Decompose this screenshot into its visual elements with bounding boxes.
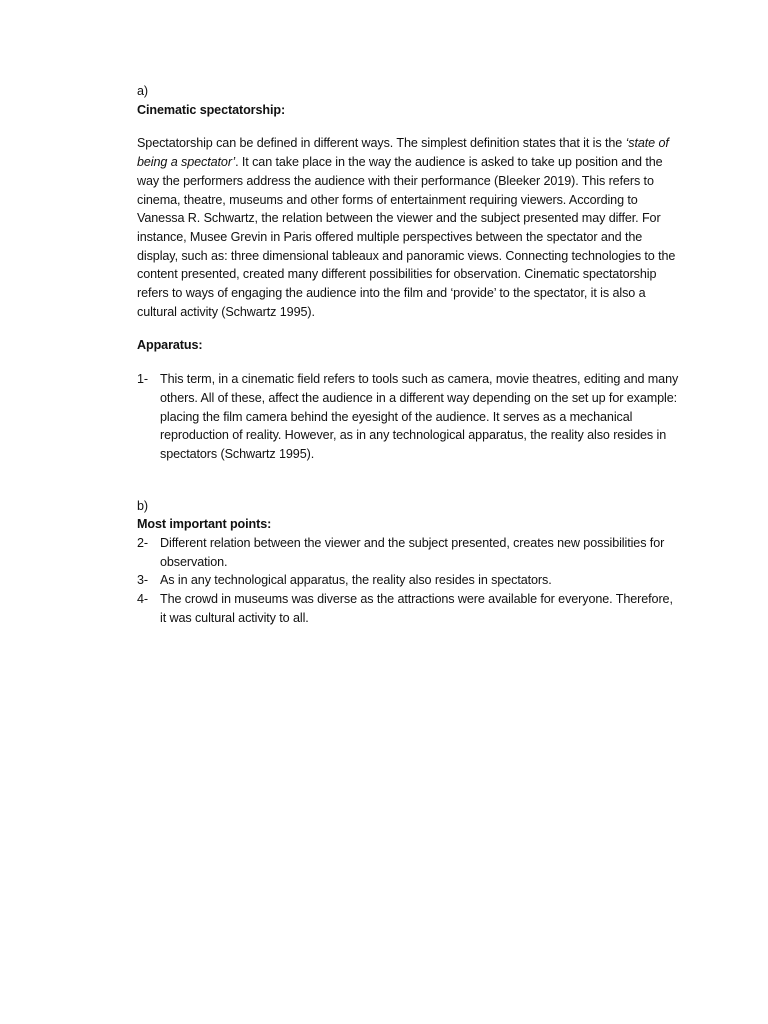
list-item bbox=[137, 370, 682, 464]
apparatus-heading: Apparatus: bbox=[137, 338, 203, 353]
spacer bbox=[137, 464, 682, 497]
spacer bbox=[137, 321, 682, 336]
list-item-number: 3- bbox=[137, 573, 148, 588]
list-item-text: Different relation between the viewer and the subject presented, creates new possibilities for observation. bbox=[160, 536, 665, 569]
list-item-text: The crowd in museums was diverse as the attractions were available for everyone. Therefore, it was cultural activity to all. bbox=[160, 592, 673, 625]
section-a-label: a) bbox=[137, 84, 148, 98]
list-item bbox=[137, 534, 682, 571]
paragraph-lead: Spectatorship can be defined in different ways. The simplest definition states that it is the bbox=[137, 136, 626, 151]
document-body bbox=[137, 82, 682, 628]
list-item-number: 1- bbox=[137, 372, 148, 387]
list-item bbox=[137, 590, 682, 627]
section-b-heading: Most important points: bbox=[137, 517, 272, 532]
spectatorship-paragraph bbox=[137, 134, 682, 321]
list-item-number: 2- bbox=[137, 536, 148, 551]
list-item-text: As in any technological apparatus, the reality also resides in spectators. bbox=[160, 573, 552, 588]
spacer bbox=[137, 119, 682, 134]
list-item-text: This term, in a cinematic field refers to tools such as camera, movie theatres, editing and many others. All of these, affect the audience in a different way depending on the set up for example: placing the film camera behind the eyesight of the audience. It serves as a mechanical reproduction of reality. However, as in any technological apparatus, the reality also resides in spectators (Schwartz 1995). bbox=[160, 372, 679, 461]
spacer bbox=[137, 355, 682, 370]
list-item bbox=[137, 571, 682, 590]
section-a-heading: Cinematic spectatorship: bbox=[137, 102, 286, 117]
paragraph-italic: ‘state of being a spectator’ bbox=[137, 136, 669, 170]
list-item-number: 4- bbox=[137, 592, 148, 607]
paragraph-rest: . It can take place in the way the audience is asked to take up position and the way the performers address the audience with their performance (Bleeker 2019). This refers to cinema, theatre, museums and other forms of entertainment requiring viewers. According to Vanessa R. Schwartz, the relation between the viewer and the subject presented may differ. For instance, Musee Grevin in Paris offered multiple perspectives between the spectator and the display, such as: three dimensional tableaux and panoramic views. Connecting technologies to the content presented, created many different possibilities for observation. Cinematic spectatorship refers to ways of engaging the audience into the film and ‘provide’ to the spectator, it is also a cultural activity (Schwartz 1995). bbox=[137, 155, 676, 319]
section-b-label: b) bbox=[137, 498, 148, 513]
